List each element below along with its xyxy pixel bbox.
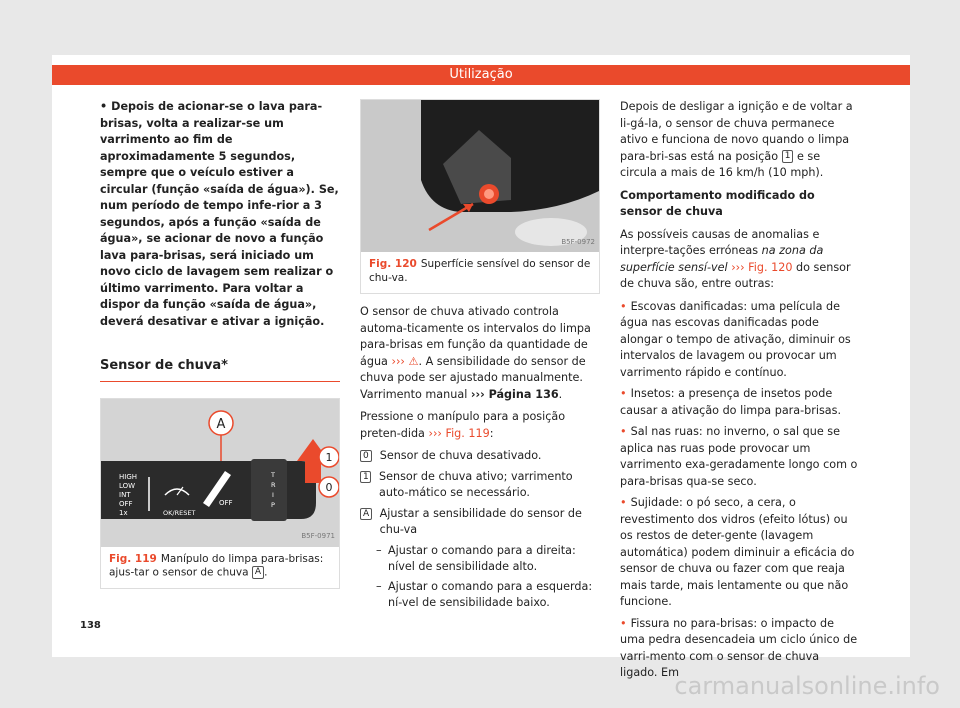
bullet-text: Fissura no para-brisas: o impacto de uma pedra desencadeia um ciclo único de varri-mento com o sensor de chuva ligado. Em [620, 616, 858, 679]
list-item [620, 495, 860, 611]
wiper-stalk-illustration [101, 399, 339, 547]
bullet-text: Escovas danificadas: uma película de água nas escovas danificadas pode alongar o tempo de ativação, diminuir os intervalos de lavagem ou provocar um varrimento rápido e contínuo. [620, 299, 851, 379]
section-title: Sensor de chuva* [100, 358, 340, 382]
bullet-dot-icon: • [620, 387, 627, 400]
manual-page [52, 55, 910, 679]
list-item [360, 448, 600, 465]
text: . A sensibilidade do sensor de chuva pode ser ajustado manualmente. Varrimento manual [360, 354, 586, 401]
column-1 [100, 99, 340, 589]
italic-text: na zona da superfície sensí-vel [620, 244, 824, 274]
text: e se circula a mais de 16 km/h (10 mph). [620, 149, 824, 179]
list-item [620, 299, 860, 382]
dash-item-text: Ajustar o comando para a esquerda: ní-vel de sensibilidade baixo. [388, 579, 593, 609]
bullet-dot-icon: • [620, 299, 627, 313]
list-item [620, 386, 860, 419]
paragraph-press-stalk: Pressione o manípulo para a posição preten-dida ››› Fig. 119: [360, 410, 566, 440]
svg-text:0: 0 [325, 480, 333, 494]
position-badge: 1 [360, 471, 371, 483]
list-item-text: Sensor de chuva ativo; varrimento auto-mático se necessário. [379, 469, 573, 499]
paragraph-causes [620, 227, 860, 293]
text: O sensor de chuva ativado controla automa-ticamente os intervalos do limpa para-brisas em função da quantidade de água [360, 305, 591, 368]
svg-text:OFF: OFF [119, 499, 133, 508]
cross-ref-link[interactable]: ››› [391, 354, 405, 368]
position-badge: 0 [360, 450, 372, 462]
figure-code: B5F-0971 [301, 532, 335, 540]
paragraph-rain-sensor: O sensor de chuva ativado controla automa-ticamente os intervalos do limpa para-brisas em função da quantidade de água ››› ⚠. A sensibilidade do sensor de chuva pode ser ajustado manualmente. Varrimento manual ››› Página 136. [360, 305, 591, 401]
figure-ref: Fig. 120 [369, 258, 417, 270]
dash-marker: – [376, 543, 382, 557]
position-badge: A [360, 508, 372, 520]
text: As possíveis causas de anomalias e interpre-tações erróneas [620, 227, 820, 257]
list-item [360, 506, 600, 539]
page-number: 138 [80, 620, 101, 631]
dash-item [360, 579, 600, 612]
svg-text:OFF: OFF [219, 498, 233, 507]
list-item-text: Sensor de chuva desativado. [379, 449, 542, 462]
caption-text: Manípulo do limpa para-brisas: ajus-tar o sensor de chuva [109, 552, 324, 579]
watermark: carmanualsonline.info [674, 672, 940, 700]
warning-icon: ⚠ [408, 354, 419, 368]
svg-text:P: P [271, 500, 275, 509]
svg-text:INT: INT [119, 490, 131, 499]
bullet-washer-note [100, 99, 340, 330]
dash-item [360, 543, 600, 576]
figure-caption [361, 252, 599, 293]
svg-text:OK/RESET: OK/RESET [163, 508, 196, 517]
bullet-text: Depois de acionar-se o lava para-brisas, volta a realizar-se um varrimento ao fim de aproximadamente 5 segundos, sempre que o veículo estiver a circular (função «saída de água»). Se, num período de tempo infe-rior a 3 segundos, após a função «saída de água», se acionar de novo a função lava para-brisas, será iniciado um novo ciclo de lavagem sem realizar o último varrimento. Para voltar a dispor da função «saída de água», deverá desativar e ativar a ignição. [100, 100, 339, 328]
bullet-text: Insetos: a presença de insetos pode causar a ativação do limpa para-brisas. [620, 387, 842, 417]
figure-ref: Fig. 119 [109, 552, 157, 565]
wiper-stalk-image [101, 399, 339, 547]
figure-120 [360, 99, 600, 294]
figure-code: B5F-0972 [561, 237, 595, 246]
bullet-dot-icon: • [620, 616, 627, 630]
dash-item-text: Ajustar o comando para a direita: nível de sensibilidade alto. [388, 543, 576, 573]
column-2 [360, 99, 600, 615]
text: do sensor de chuva são, entre outras: [620, 260, 851, 290]
svg-text:R: R [271, 480, 276, 489]
position-badge: 1 [782, 150, 794, 163]
dash-marker: – [376, 579, 382, 593]
column-3 [620, 99, 860, 687]
figure-ref-link[interactable]: ››› Fig. 120 [731, 260, 793, 274]
bullet-dot-icon: • [620, 425, 627, 438]
text: Depois de desligar a ignição e de voltar a li-gá-la, o sensor de chuva permanece ativo e funciona de novo quando o limpa para-bri-sas está na posição [620, 100, 853, 163]
svg-text:1: 1 [325, 450, 333, 464]
svg-text:LOW: LOW [119, 481, 136, 490]
figure-ref-link[interactable]: ››› Fig. 119 [428, 426, 490, 440]
subheading: Comportamento modificado do sensor de chuva [620, 188, 815, 218]
rain-sensor-image [361, 100, 599, 252]
label-badge: A [252, 566, 264, 579]
svg-text:T: T [271, 470, 275, 479]
paragraph-ignition [620, 99, 860, 182]
caption-text: Superfície sensível do sensor de chu-va. [369, 258, 591, 284]
bullet-text: Sujidade: o pó seco, a cera, o revestimento dos vidros (efeito lótus) ou os restos de deter-gente (lavagem automática) podem diminuir a eficácia do sensor de chuva ou fazer com que reaja mais tarde, mais lentamente ou que não funcione. [620, 496, 855, 608]
svg-text:A: A [216, 416, 226, 432]
bullet-dot-icon: • [100, 100, 108, 113]
figure-119 [100, 398, 340, 590]
rain-sensor-illustration [361, 100, 599, 252]
list-item-text: Ajustar a sensibilidade do sensor de chu-va [379, 506, 582, 536]
svg-text:HIGH: HIGH [119, 472, 138, 481]
svg-text:I: I [272, 490, 274, 499]
list-item [360, 469, 600, 502]
svg-text:1x: 1x [119, 508, 128, 517]
page-ref-link[interactable]: ››› Página 136 [470, 387, 559, 401]
list-item [620, 424, 860, 490]
bullet-text: Sal nas ruas: no inverno, o sal que se aplica nas ruas pode provocar um varrimento exa-geradamente longo com o para-brisas qua-se seco. [620, 425, 858, 488]
page-header: Utilização [52, 65, 910, 85]
text: Pressione o manípulo para a posição preten-dida [360, 410, 566, 440]
bullet-dot-icon: • [620, 496, 627, 509]
figure-caption: Fig. 119 Manípulo do limpa para-brisas: ajus-tar o sensor de chuva A . [109, 552, 324, 579]
